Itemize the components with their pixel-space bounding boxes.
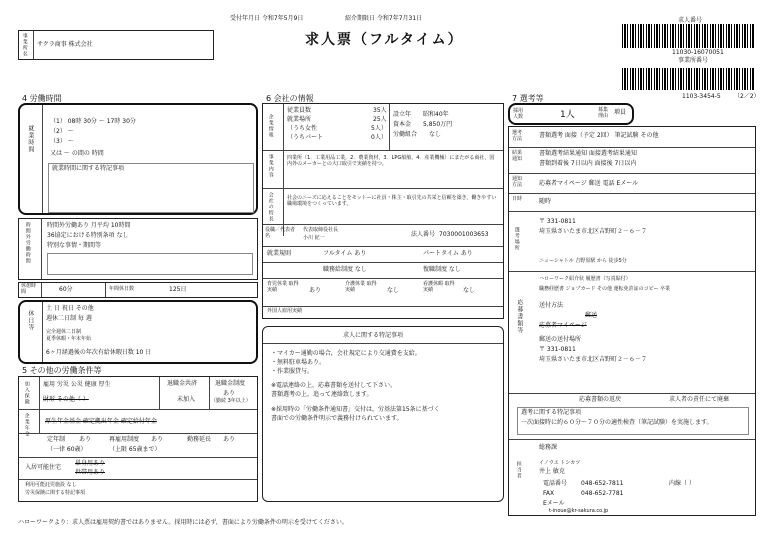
- rehire-value: あり: [151, 436, 164, 443]
- barcode-top: [622, 24, 754, 48]
- paid-leave: 6ヶ月経過後の年次有給休暇日数 10 日: [46, 349, 152, 356]
- insurance-label: 加入保険: [23, 381, 30, 405]
- rehire-sub: （上限 65歳まで）: [109, 446, 161, 453]
- rep-title: 代表取締役社長: [303, 227, 339, 233]
- holiday-1: 土 日 祝日 その他: [46, 305, 94, 312]
- overtime-value: 時間外労働あり 月平均 10時間: [47, 222, 131, 229]
- contact-dept: 総務課: [539, 444, 558, 451]
- special-line3: ・作業服貸与。: [271, 368, 314, 375]
- rep-name: 小川 紀一: [303, 235, 325, 241]
- contact-label: 担当者: [515, 461, 522, 479]
- office-no-label: 事業所番号: [678, 57, 709, 64]
- received-date: 受付年月日 令和7年5月9日: [230, 15, 304, 22]
- break-label: 休憩時間: [21, 283, 37, 295]
- emp-female-label: （うち女性: [287, 125, 318, 132]
- pension-label: 企業年金: [23, 413, 30, 437]
- employees-total: 35人: [373, 107, 387, 114]
- special-line7: 書面での労働条件明示で義務付けられています。: [271, 415, 403, 422]
- sec7-box: [508, 126, 756, 516]
- result-label: 結果通知: [512, 150, 523, 162]
- founded-value: 昭和40年: [423, 111, 449, 118]
- feature-text: 社会のニーズに応えることをモットーに社員・株主・取引先の共栄と信頼を築き，働きやすい職場環境をつくっています。: [287, 195, 497, 207]
- insurance-other: 財形 その他（ ）: [43, 396, 89, 403]
- housing-1: 単身用あり: [75, 460, 106, 467]
- send-label: 送付方法: [539, 302, 564, 309]
- capital-label: 資本金: [393, 121, 412, 128]
- housing-2: 世帯用あり: [75, 469, 106, 476]
- fixed-term: 職務給制度 なし: [323, 266, 367, 273]
- shift-3: （3） 〜: [50, 138, 74, 145]
- send-zip: 〒 331-0811: [539, 346, 576, 353]
- sec5-heading: 5 その他の労働条件等: [22, 366, 102, 375]
- email-value: t-inoue@kr-sakura.co.jp: [549, 508, 609, 514]
- emp-part-value: 0人）: [371, 134, 387, 141]
- rehire-system: 復職制度 なし: [423, 266, 461, 273]
- sec5-box: [18, 376, 258, 502]
- special-heading: 求人に関する特記事項: [343, 332, 404, 339]
- holiday-note1: 完全週休二日制: [46, 329, 82, 335]
- sel-special-label: 選考に関する特記事項: [521, 409, 582, 416]
- office-no: 1103-3454-5: [682, 93, 721, 100]
- docs-label: 応募書類等: [515, 299, 523, 334]
- nursing-leave-value: なし: [463, 287, 476, 294]
- special-line6: ※採用時の「労働条件通知書」交付は，労基法第15条に基づく: [271, 406, 440, 413]
- sec6-heading: 6 会社の情報: [266, 94, 314, 103]
- tel-label: 電話番号: [543, 480, 568, 487]
- notify-label: 通知方法: [512, 176, 523, 188]
- holiday-note2: 夏季休暇・年末年始: [46, 336, 92, 342]
- sec6-box: [262, 103, 504, 319]
- return-note: 応募書類の返戻: [579, 396, 622, 403]
- founded-label: 設立年: [393, 111, 412, 118]
- company-name: サクラ商事 株式会社: [37, 41, 93, 48]
- place-zip: 〒 331-0811: [539, 218, 576, 225]
- emp-site-label: 就業場所: [287, 116, 312, 123]
- care-leave-value: なし: [387, 287, 400, 294]
- sel-special-text: 一次面接時に約６０分～７０分の適性検査（筆記試験）を実施します。: [521, 419, 713, 426]
- overtime-box: [18, 218, 258, 280]
- shift-note: 就業時間に関する特記事項: [52, 165, 125, 172]
- shift-or: 又は 〜 の間の 時間: [50, 150, 104, 157]
- result-2: 書類到着後 7日以内 面接後 7日以内: [539, 160, 637, 167]
- childcare: 利用可能託児施設 なし: [25, 482, 77, 488]
- childcare-leave-value: あり: [309, 287, 322, 294]
- shift-label: 就業時間: [26, 125, 34, 153]
- break-value: 60分: [59, 286, 73, 293]
- retire-mutual-label: 退職金共済: [167, 380, 198, 387]
- tel-value: 048-652-7811: [581, 480, 624, 487]
- feature-label: 会社の特長: [267, 192, 274, 222]
- hire-count-label: 採用人数: [513, 108, 524, 120]
- annual-label: 年間休日数: [109, 286, 135, 292]
- result-1: 書類選考結果通知 面接選考結果通知: [539, 150, 637, 157]
- return-value: 求人者の責任にて廃棄: [669, 396, 730, 403]
- job-no: 11030-16070051: [672, 49, 724, 56]
- place-addr: 埼玉県さいたま市北区吉野町２－６－７: [539, 228, 648, 235]
- contact-name: 井上 敏克: [539, 468, 565, 475]
- shift-2: （2） 〜: [50, 128, 74, 135]
- fax-label: FAX: [543, 490, 555, 497]
- annual-value: 125日: [169, 286, 187, 293]
- hire-count-value: 1人: [560, 110, 575, 120]
- docs-1: ハローワーク紹介状 履歴書（写真貼付）: [539, 276, 631, 282]
- corp-no-value: 7030001003653: [439, 231, 489, 238]
- emp-site-value: 25人: [373, 116, 387, 123]
- pension-items: 厚生年金基金 確定拠出年金 確定給付年金: [45, 418, 157, 425]
- place-access: ニューシャトル 吉野原駅 から 徒歩5分: [539, 258, 627, 264]
- retire-age-sub: （一律 60歳）: [47, 446, 87, 453]
- company-info-label: 企業情報: [267, 114, 274, 138]
- overtime-36: 36協定における特別条項 なし: [47, 232, 129, 239]
- rules-full: フルタイム あり: [323, 250, 367, 257]
- retire-mutual-value: 未加入: [177, 396, 196, 403]
- page-title: 求人票（フルタイム）: [305, 32, 464, 48]
- shift-box: [18, 103, 258, 215]
- docs-2: 職務経歴書 ジョブカード その他 運転免許証のコピー 卒業: [539, 286, 671, 292]
- send-addr: 埼玉県さいたま市北区吉野町２－６－７: [539, 356, 648, 363]
- ext-label: 内線（ ）: [669, 480, 695, 487]
- shift-1: （1） 08時 30分 〜 17時 30分: [50, 118, 136, 125]
- extend-label: 勤務延長: [187, 436, 212, 443]
- foreign-hire: 外国人雇用実績: [267, 308, 303, 314]
- company-box: [18, 30, 214, 60]
- holiday-2: 週休二日制 毎 週: [46, 315, 92, 322]
- corp-no-label: 法人番号: [411, 231, 436, 238]
- reason-value: 増員: [614, 109, 627, 116]
- date-value: 随時: [539, 198, 552, 205]
- housing-label: 入居可能住宅: [25, 464, 62, 471]
- employees-label: 従業員数: [287, 107, 312, 114]
- special-line4: ※電話連絡の上，応募書類を送付して下さい。: [271, 382, 397, 389]
- special-box: [262, 326, 504, 502]
- rep-label: 役職／代表者名: [265, 227, 296, 239]
- method-label: 選考方法: [512, 130, 523, 142]
- retire-system-value: あり: [223, 390, 236, 397]
- send-2: 応募者マイページ: [539, 322, 587, 329]
- email-label: Eメール: [543, 500, 565, 507]
- overtime-special: 特別な事情・期間等: [47, 242, 102, 249]
- retire-system-label: 退職金制度: [215, 380, 246, 387]
- biz-text: 四業所（1．工業用品工業，2．農業資材，3．LPG船舶，4．産業機械）にまたがる商社，国内外のメーカーとの大口取引で実績を持つ。: [287, 155, 495, 167]
- company-label: 事業所名: [21, 33, 28, 57]
- fax-value: 048-652-7781: [581, 490, 624, 497]
- contact-kana: イノウエ トシカツ: [539, 460, 581, 466]
- emp-female-value: 5人）: [371, 125, 387, 132]
- biz-label: 事業内容: [267, 154, 274, 178]
- insurance-items: 雇用 労災 公災 健康 厚生: [43, 381, 111, 388]
- sec4-heading: 4 労働時間: [22, 94, 62, 103]
- holiday-box: [18, 300, 258, 364]
- reason-label: 募集理由: [598, 107, 609, 119]
- emp-part-label: （うちパート: [287, 134, 324, 141]
- rules-part: パートタイム あり: [423, 250, 473, 257]
- method-value: 書類選考 面接（予定 2回） 筆記試験 その他: [539, 132, 659, 139]
- care-leave-label: 介護休業 取得実績: [345, 281, 377, 293]
- capital-value: 5,850万円: [423, 121, 453, 128]
- notify-value: 応募者マイページ 郵送 電話 Eメール: [539, 180, 639, 187]
- barcode-bottom: [622, 68, 754, 90]
- union-value: なし: [429, 131, 442, 138]
- retire-system-sub: （勤続 3年以上）: [211, 398, 251, 404]
- page-indicator: （2／2）: [734, 93, 760, 100]
- union-label: 労働組合: [393, 131, 418, 138]
- holiday-label: 休日等: [26, 310, 34, 331]
- childcare-leave-label: 育児休業 取得実績: [267, 281, 299, 293]
- date-label: 日時: [512, 196, 523, 202]
- rules-label: 就業規則: [267, 250, 292, 257]
- retire-age-value: あり: [79, 436, 92, 443]
- rehire-label: 再雇用制度: [109, 436, 140, 443]
- special-line2: ・無料駐車場あり。: [271, 359, 326, 366]
- send-addr-label: 郵送の送付場所: [539, 336, 582, 343]
- job-no-label: 求人番号: [678, 17, 703, 24]
- special-line1: ・マイカー通勤の場合，会社規定により交通費を支給。: [271, 350, 421, 357]
- hire-count-box: [508, 103, 634, 125]
- break-box: [18, 282, 258, 298]
- nursing-leave-label: 看護休暇 取得実績: [423, 281, 455, 293]
- special-line5: 書類選考の上，追って連絡致します。: [271, 391, 373, 398]
- other-note: 労災保険に関する特記事項: [25, 490, 86, 496]
- place-label: 選考場所: [513, 227, 520, 251]
- overtime-label: 時間外労働時間: [24, 222, 31, 264]
- sec7-heading: 7 選考等: [512, 94, 544, 103]
- send-1: 郵送: [585, 312, 598, 319]
- intro-period: 紹介期限日 令和7年7月31日: [345, 15, 423, 22]
- retire-age-label: 定年制: [47, 436, 66, 443]
- footer-note: ハローワークより：求人票は雇用契約書ではありません。採用時には必ず，書面により労働条件の明示を受けてください。: [18, 519, 348, 526]
- extend-value: あり: [223, 436, 236, 443]
